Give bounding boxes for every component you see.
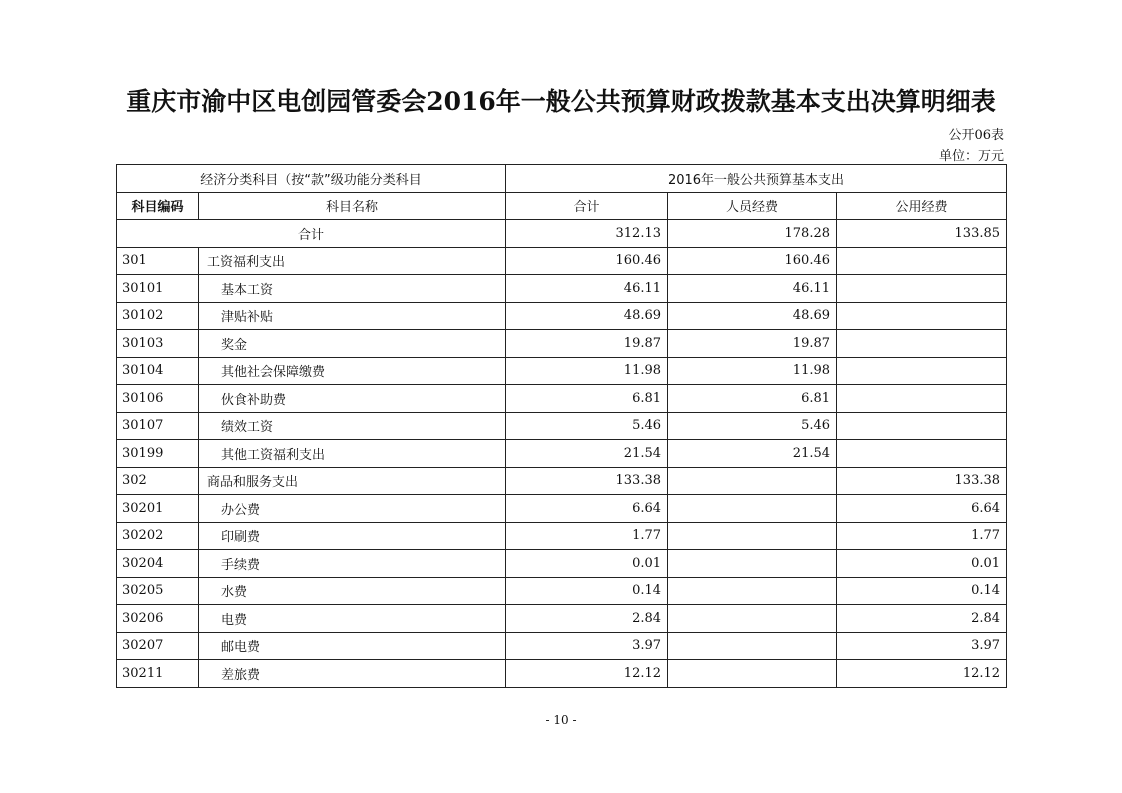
header-column-row [117,192,1007,220]
unit-label: 单位：万元 [938,149,1004,164]
row-staff: 19.87 [668,330,837,358]
row-public [837,302,1007,330]
row-code: 30207 [117,632,199,660]
table-row [117,467,1007,495]
header-name: 科目名称 [199,192,506,220]
row-total: 0.01 [506,550,668,578]
row-code: 30102 [117,302,199,330]
total-label: 合计 [117,220,506,248]
row-public [837,440,1007,468]
table-row [117,412,1007,440]
header-staff: 人员经费 [668,192,837,220]
row-public [837,412,1007,440]
row-staff: 6.81 [668,385,837,413]
row-name: 津贴补贴 [199,302,506,330]
row-code: 30106 [117,385,199,413]
total-public-value: 133.85 [837,220,1007,248]
row-public: 2.84 [837,605,1007,633]
row-code: 30104 [117,357,199,385]
row-total: 0.14 [506,577,668,605]
row-code: 30103 [117,330,199,358]
row-name: 商品和服务支出 [199,467,506,495]
row-staff: 5.46 [668,412,837,440]
row-name: 邮电费 [199,632,506,660]
row-staff: 48.69 [668,302,837,330]
row-public: 0.14 [837,577,1007,605]
row-staff [668,467,837,495]
header-economic-classification: 经济分类科目（按“款”级功能分类科目 [117,165,506,193]
row-public: 0.01 [837,550,1007,578]
row-total: 11.98 [506,357,668,385]
row-code: 30205 [117,577,199,605]
row-staff: 160.46 [668,247,837,275]
row-name: 办公费 [199,495,506,523]
row-staff [668,632,837,660]
row-name: 印刷费 [199,522,506,550]
row-staff [668,605,837,633]
row-staff [668,495,837,523]
table-row [117,302,1007,330]
row-total: 48.69 [506,302,668,330]
row-code: 30201 [117,495,199,523]
table-row [117,632,1007,660]
row-code: 301 [117,247,199,275]
row-staff [668,522,837,550]
table-row [117,577,1007,605]
table-row [117,550,1007,578]
table-row [117,357,1007,385]
row-name: 奖金 [199,330,506,358]
row-staff [668,550,837,578]
table-row [117,605,1007,633]
row-code: 30101 [117,275,199,303]
row-name: 差旅费 [199,660,506,688]
row-total: 160.46 [506,247,668,275]
row-name: 电费 [199,605,506,633]
row-name: 其他社会保障缴费 [199,357,506,385]
row-public: 12.12 [837,660,1007,688]
row-public [837,275,1007,303]
row-code: 30202 [117,522,199,550]
table-row [117,440,1007,468]
header-basic-expenditure: 2016年一般公共预算基本支出 [506,165,1007,193]
row-public: 1.77 [837,522,1007,550]
row-public: 133.38 [837,467,1007,495]
page-title: 重庆市渝中区电创园管委会2016年一般公共预算财政拨款基本支出决算明细表 [126,87,996,116]
total-staff-value: 178.28 [668,220,837,248]
row-staff: 46.11 [668,275,837,303]
table-row [117,385,1007,413]
row-name: 绩效工资 [199,412,506,440]
row-total: 46.11 [506,275,668,303]
row-name: 伙食补助费 [199,385,506,413]
page-number: - 10 - [545,713,577,727]
row-code: 30199 [117,440,199,468]
table-row [117,522,1007,550]
row-total: 6.64 [506,495,668,523]
row-public [837,247,1007,275]
total-value: 312.13 [506,220,668,248]
table-row [117,247,1007,275]
total-row [117,220,1007,248]
row-name: 基本工资 [199,275,506,303]
row-staff: 11.98 [668,357,837,385]
table-row [117,495,1007,523]
row-total: 21.54 [506,440,668,468]
row-public: 3.97 [837,632,1007,660]
row-total: 2.84 [506,605,668,633]
row-total: 5.46 [506,412,668,440]
row-total: 19.87 [506,330,668,358]
row-total: 12.12 [506,660,668,688]
row-name: 其他工资福利支出 [199,440,506,468]
table-row [117,660,1007,688]
row-public: 6.64 [837,495,1007,523]
row-total: 3.97 [506,632,668,660]
table-row [117,330,1007,358]
row-total: 6.81 [506,385,668,413]
row-staff [668,660,837,688]
row-public [837,330,1007,358]
row-code: 302 [117,467,199,495]
row-name: 手续费 [199,550,506,578]
row-total: 1.77 [506,522,668,550]
header-group-row [117,165,1007,193]
row-staff [668,577,837,605]
row-total: 133.38 [506,467,668,495]
row-public [837,357,1007,385]
table-number: 公开06表 [948,128,1004,143]
row-name: 水费 [199,577,506,605]
row-code: 30204 [117,550,199,578]
budget-table [116,164,1007,688]
row-code: 30206 [117,605,199,633]
row-name: 工资福利支出 [199,247,506,275]
row-staff: 21.54 [668,440,837,468]
row-code: 30211 [117,660,199,688]
header-code: 科目编码 [117,192,199,220]
header-total: 合计 [506,192,668,220]
header-public: 公用经费 [837,192,1007,220]
row-code: 30107 [117,412,199,440]
table-row [117,275,1007,303]
row-public [837,385,1007,413]
